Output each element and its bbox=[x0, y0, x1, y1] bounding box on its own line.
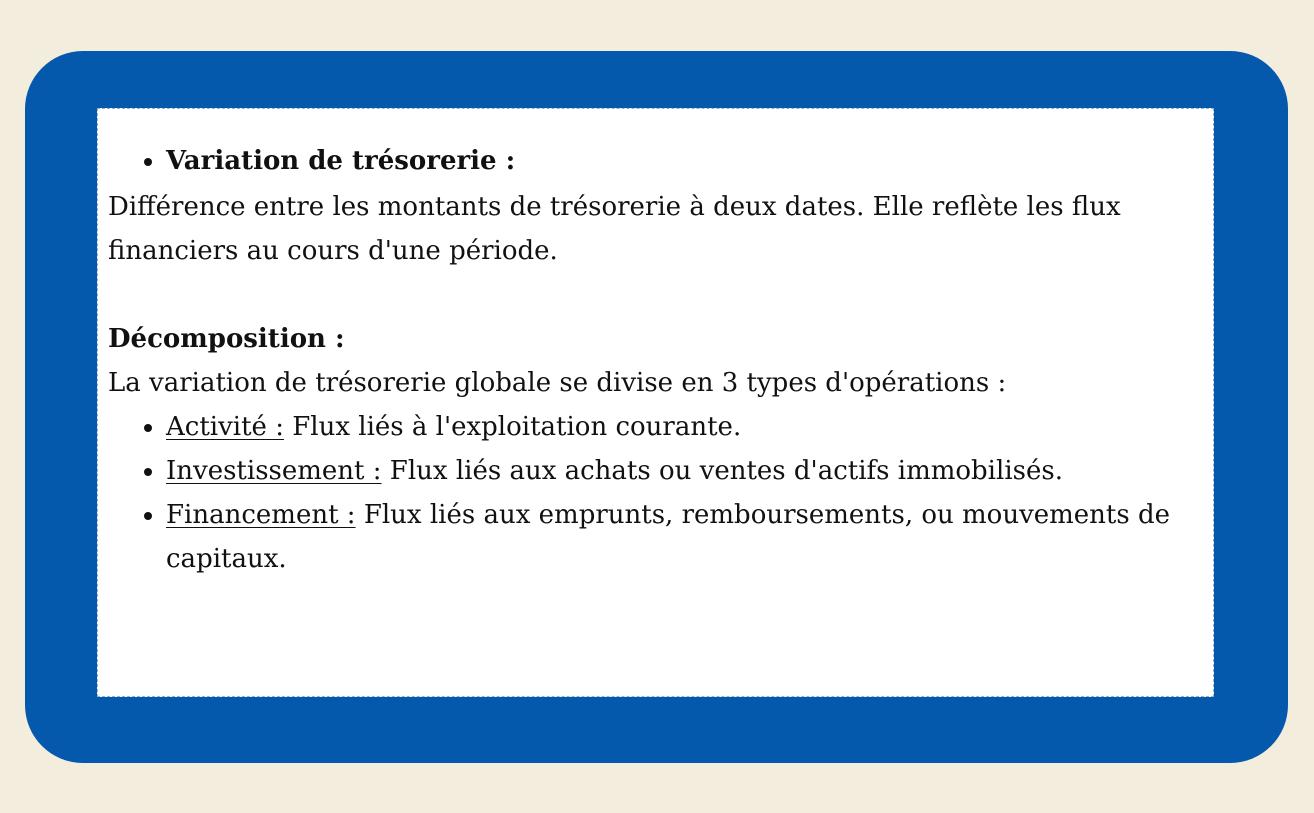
operation-item-financement bbox=[166, 493, 1203, 581]
content-card bbox=[97, 108, 1214, 697]
operation-term: Investissement : bbox=[166, 456, 382, 486]
operation-description: Flux liés aux achats ou ventes d'actifs immobilisés. bbox=[381, 456, 1063, 486]
operation-description: Flux liés à l'exploitation courante. bbox=[283, 412, 742, 442]
operation-term: Financement : bbox=[166, 500, 356, 530]
operations-list bbox=[108, 405, 1203, 581]
decomposition-intro: La variation de trésorerie globale se divise en 3 types d'opérations : bbox=[108, 368, 1007, 398]
blue-frame bbox=[25, 51, 1288, 763]
operation-description: Flux liés aux emprunts, remboursements, ou mouvements de capitaux. bbox=[166, 500, 1171, 574]
definition-text: Différence entre les montants de trésorerie à deux dates. Elle reflète les flux financiers au cours d'une période. bbox=[108, 192, 1121, 266]
operation-term: Activité : bbox=[166, 412, 284, 442]
heading-list bbox=[108, 139, 1203, 183]
operation-item-activite bbox=[166, 405, 1203, 449]
operation-item-investissement bbox=[166, 449, 1203, 493]
section-heading: Variation de trésorerie : bbox=[166, 146, 516, 176]
heading-item bbox=[166, 139, 1203, 183]
decomposition-title: Décomposition : bbox=[108, 324, 345, 354]
